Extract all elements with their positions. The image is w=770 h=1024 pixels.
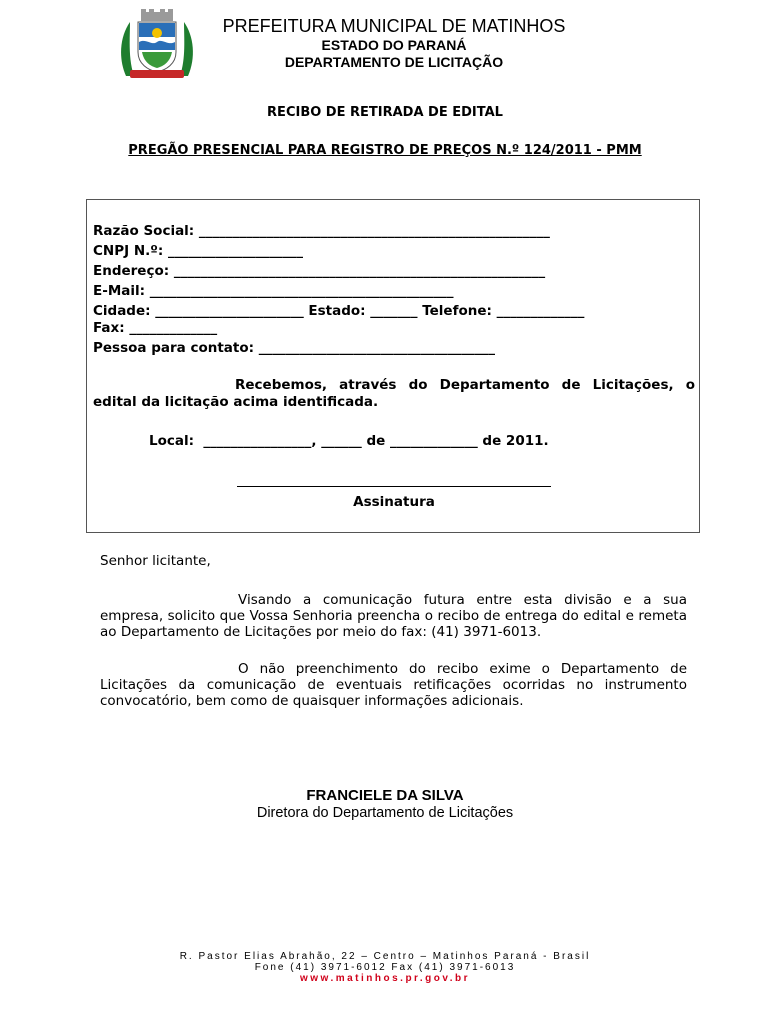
department-name: DEPARTAMENTO DE LICITAÇÃO (284, 54, 504, 70)
footer-address: R. Pastor Elias Abrahão, 22 – Centro – Matinhos Paraná - Brasil (179, 951, 591, 962)
greeting: Senhor licitante, (100, 553, 211, 569)
signature-line[interactable] (237, 486, 551, 487)
cnpj-field[interactable]: CNPJ N.º: ____________________ (93, 243, 303, 259)
municipality-title: PREFEITURA MUNICIPAL DE MATINHOS (222, 16, 566, 36)
pessoa-contato-field[interactable]: Pessoa para contato: ___________________________________ (93, 340, 495, 356)
footer-website-link[interactable]: www.matinhos.pr.gov.br (299, 973, 470, 984)
acknowledgement-line-2: edital da licitação acima identificada. (93, 394, 379, 410)
razao-social-field[interactable]: Razão Social: ____________________________________________________ (93, 223, 550, 239)
receipt-form-box (86, 199, 700, 533)
acknowledgement-line-1: Recebemos, através do Departamento de Licitações, o (235, 377, 695, 393)
fax-field[interactable]: Fax: _____________ (93, 320, 218, 336)
endereco-field[interactable]: Endereço: _______________________________________________________ (93, 263, 546, 279)
signer-name: FRANCIELE DA SILVA (306, 787, 464, 804)
document-title: RECIBO DE RETIRADA DE EDITAL (267, 105, 503, 120)
document-subtitle: PREGÃO PRESENCIAL PARA REGISTRO DE PREÇOS N.º 124/2011 - PMM (128, 143, 642, 158)
local-date-field[interactable]: Local: ________________, ______ de _____________ de 2011. (149, 433, 549, 449)
cidade-estado-telefone-field[interactable]: Cidade: ______________________ Estado: _______ Telefone: _____________ (93, 303, 585, 319)
paragraph-fax-request: Visando a comunicação futura entre esta divisão e a sua empresa, solicito que Vossa Senhoria preencha o recibo de entrega do edital e remeta ao Departamento de Licitações por meio do fax: (41) 3971-6013. (100, 592, 687, 640)
footer-phone: Fone (41) 3971-6012 Fax (41) 3971-6013 (254, 962, 516, 973)
signer-role: Diretora do Departamento de Licitações (256, 805, 514, 821)
signature-label: Assinatura (353, 494, 435, 510)
state-name: ESTADO DO PARANÁ (321, 37, 467, 53)
paragraph-notice: O não preenchimento do recibo exime o Departamento de Licitações da comunicação de eventuais retificações ocorridas no instrumento convocatório, bem como de quaisquer informações adicionais. (100, 661, 687, 709)
email-field[interactable]: E-Mail: _____________________________________________ (93, 283, 454, 299)
coat-of-arms-logo (116, 8, 198, 82)
